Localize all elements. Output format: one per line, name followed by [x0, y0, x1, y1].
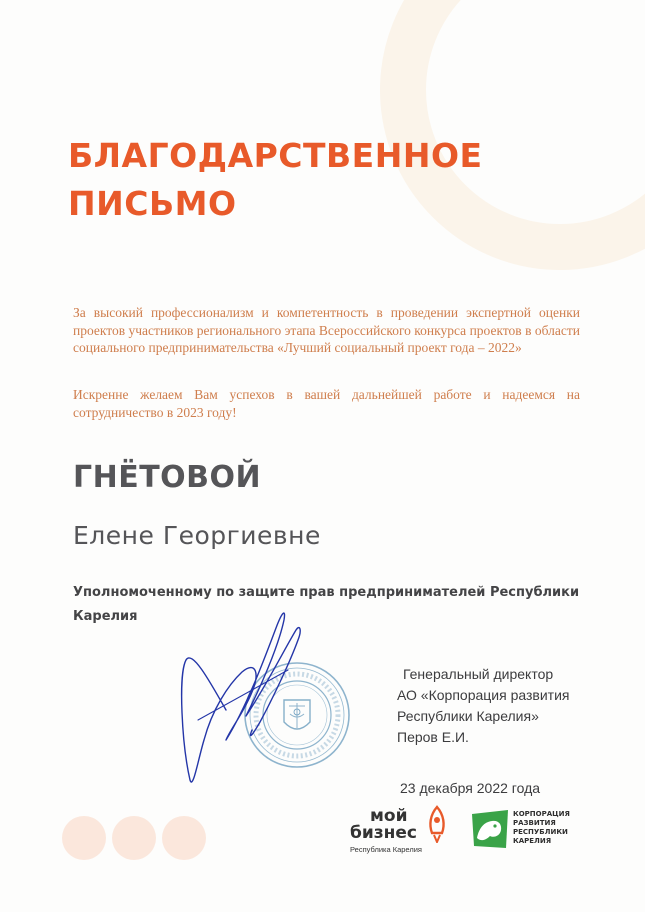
wishes-paragraph: Искренне желаем Вам успехов в вашей дальнейшей работе и надеемся на сотрудничество в 2023 году!: [73, 387, 580, 420]
recipient-given-name: Елене Георгиевне: [73, 521, 321, 550]
moy-biznes-line-1: мой: [370, 806, 408, 826]
moy-biznes-region: Республика Карелия: [350, 845, 422, 854]
moy-biznes-logo: [350, 805, 450, 865]
recipient-surname: ГНЁТОВОЙ: [73, 460, 262, 495]
rocket-icon: [426, 805, 448, 843]
title-line-2: ПИСЬМО: [68, 184, 237, 223]
corp-line-4: КАРЕЛИЯ: [513, 837, 552, 845]
handwritten-signature: [168, 590, 318, 800]
corp-line-3: РЕСПУБЛИКИ: [513, 828, 568, 836]
decorative-circle: [112, 816, 156, 860]
corp-line-1: КОРПОРАЦИЯ: [513, 810, 570, 818]
bear-emblem-icon: [470, 808, 510, 850]
document-title: [68, 132, 483, 228]
corporation-name: [513, 810, 570, 846]
corporation-logo: [470, 808, 590, 860]
decorative-circle: [62, 816, 106, 860]
signatory-role: Генеральный директор: [403, 666, 554, 682]
corp-line-2: РАЗВИТИЯ: [513, 819, 556, 827]
signatory-block: [397, 664, 569, 748]
signatory-org-line-1: АО «Корпорация развития: [397, 687, 570, 703]
document-date: 23 декабря 2022 года: [400, 780, 541, 796]
gratitude-paragraph: За высокий профессионализм и компетентность в проведении экспертной оценки проектов участников регионального этапа Всероссийского конкурса проектов в области социального предпринимательства «Лучший социальный проект года – 2022»: [73, 305, 580, 355]
signatory-org-line-2: Республики Карелия»: [397, 708, 539, 724]
moy-biznes-line-2: бизнес: [350, 823, 418, 843]
signatory-name: Перов Е.И.: [397, 729, 469, 745]
recipient-position: Уполномоченному по защите прав предпринимателей Республики Карелия: [73, 585, 580, 624]
decorative-circle: [162, 816, 206, 860]
title-line-1: БЛАГОДАРСТВЕННОЕ: [68, 136, 483, 175]
